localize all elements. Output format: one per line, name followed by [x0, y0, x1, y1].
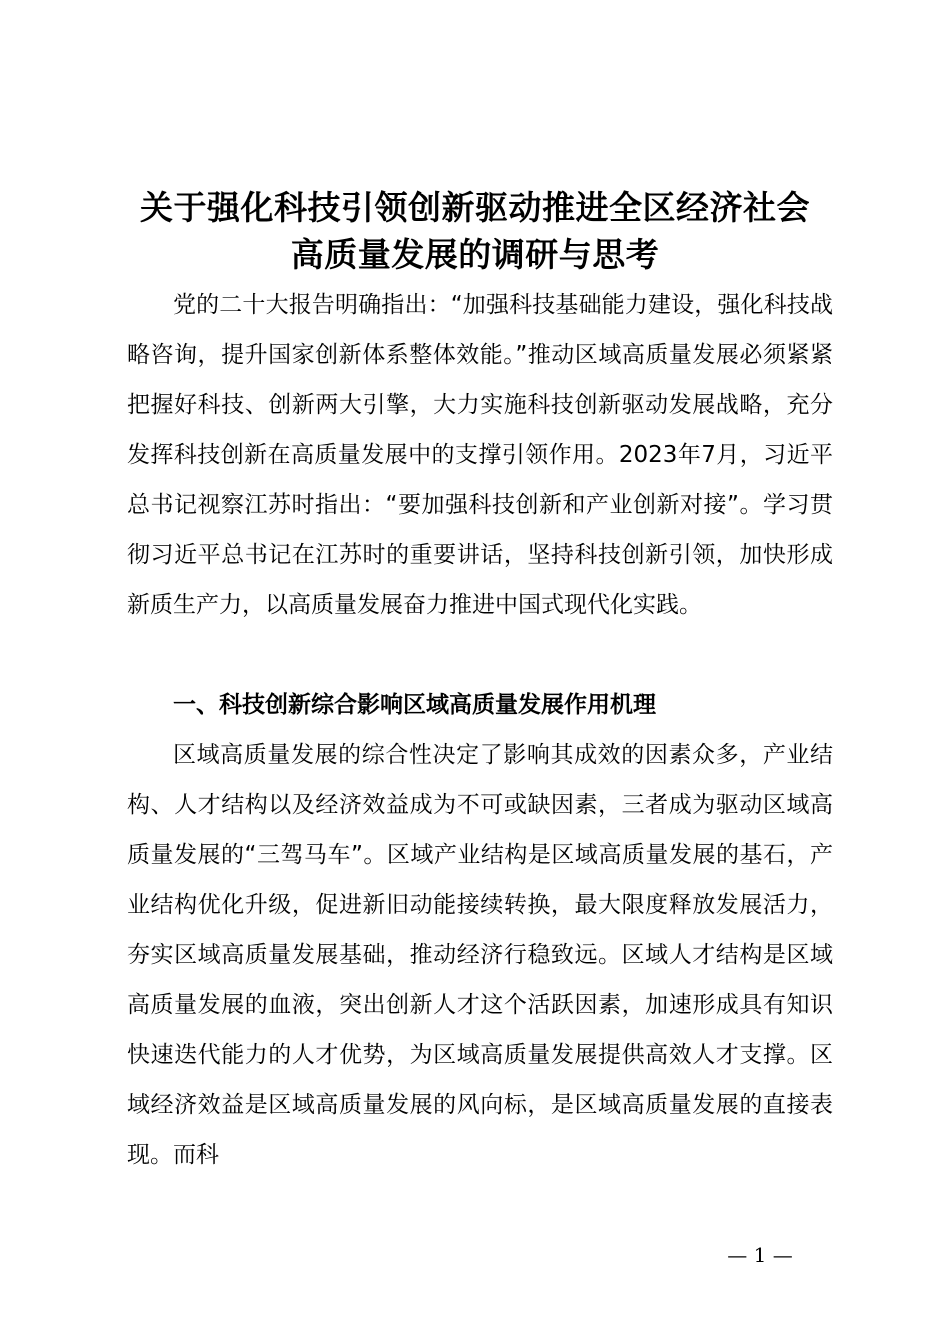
section-1-paragraph: 区域高质量发展的综合性决定了影响其成效的因素众多，产业结构、人才结构以及经济效益成为不可或缺因素，三者成为驱动区域高质量发展的“三驾马车”。区域产业结构是区域高质量发展的基石，产业结构优化升级，促进新旧动能接续转换，最大限度释放发展活力，夯实区域高质量发展基础，推动经济行稳致远。区域人才结构是区域高质量发展的血液，突出创新人才这个活跃因素，加速形成具有知识快速迭代能力的人才优势，为区域高质量发展提供高效人才支撑。区域经济效益是区域高质量发展的风向标，是区域高质量发展的直接表现。而科: [127, 742, 833, 1168]
page-number: — 1 —: [727, 1243, 793, 1267]
intro-paragraph: 党的二十大报告明确指出：“加强科技基础能力建设，强化科技战略咨询，提升国家创新体系整体效能。”推动区域高质量发展必须紧紧把握好科技、创新两大引擎，大力实施科技创新驱动发展战略，充分发挥科技创新在高质量发展中的支撑引领作用。2023年7月，习近平总书记视察江苏时指出：“要加强科技创新和产业创新对接”。学习贯彻习近平总书记在江苏时的重要讲话，坚持科技创新引领，加快形成新质生产力，以高质量发展奋力推进中国式现代化实践。: [127, 292, 833, 618]
document-title-line-2: 高质量发展的调研与思考: [290, 235, 660, 274]
document-title-line-1: 关于强化科技引领创新驱动推进全区经济社会: [140, 188, 810, 227]
section-heading-1: 一、科技创新综合影响区域高质量发展作用机理: [173, 692, 656, 718]
